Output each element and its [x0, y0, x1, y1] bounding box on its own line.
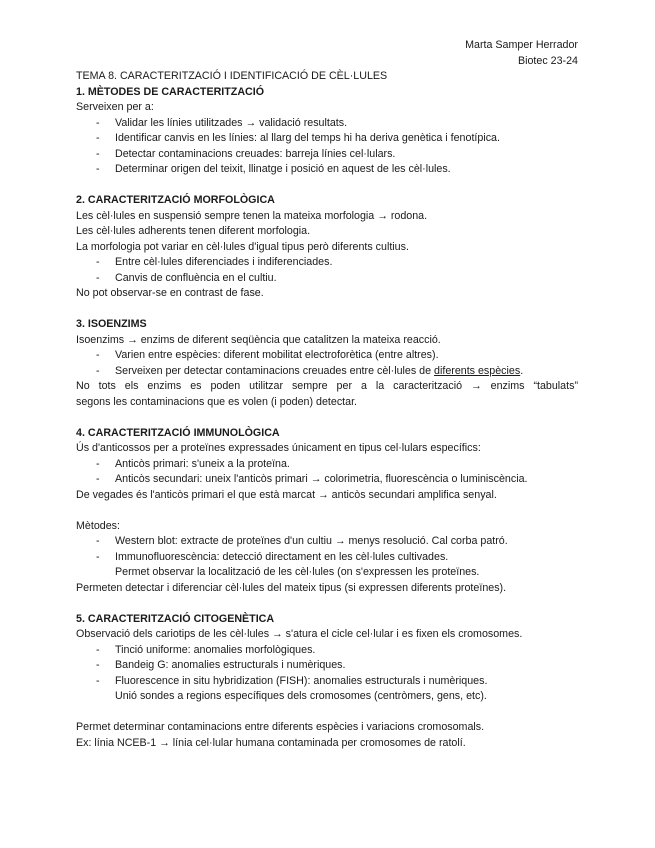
- author-name: Marta Samper Herrador: [465, 39, 578, 51]
- section-2-heading: 2. CARACTERITZACIÓ MORFOLÒGICA: [76, 194, 275, 206]
- document-title: TEMA 8. CARACTERITZACIÓ I IDENTIFICACIÓ DE CÈL·LULES: [76, 70, 388, 82]
- section-5-text: Observació dels cariotips de les cèl·lules → s'atura el cicle cel·lular i es fixen els cromosomes.: [76, 628, 523, 640]
- section-4-text: Ús d'anticossos per a proteïnes expressades únicament en tipus cel·lulars específics:: [76, 442, 481, 454]
- section-5-bullet: - Tinció uniforme: anomalies morfològiques.: [76, 643, 578, 659]
- section-2-bullet: - Entre cèl·lules diferenciades i indiferenciades.: [76, 255, 578, 271]
- section-3-bullet: - Varien entre espècies: diferent mobilitat electroforètica (entre altres).: [76, 348, 578, 364]
- section-1-bullet: - Determinar origen del teixit, llinatge i posició en aquest de les cèl·lules.: [76, 162, 578, 178]
- section-1-bullet: - Identificar canvis en les línies: al llarg del temps hi ha deriva genètica i fenotípica.: [76, 131, 578, 147]
- section-4-text: Permeten detectar i diferenciar cèl·lules del mateix tipus (si expressen diferents proteïnes).: [76, 581, 507, 594]
- section-3-text: Isoenzims → enzims de diferent seqüència que catalitzen la mateixa reacció.: [76, 333, 441, 346]
- section-3-heading: 3. ISOENZIMS: [76, 318, 147, 330]
- section-2-text: Les cèl·lules en suspensió sempre tenen la mateixa morfologia → rodona.: [76, 209, 428, 222]
- section-3-paragraph: segons les contaminacions que es volen (i poden) detectar.: [76, 395, 358, 408]
- underlined-text: diferents espècies: [434, 364, 521, 377]
- section-2-text: Les cèl·lules adherents tenen diferent morfologia.: [76, 225, 311, 237]
- methods-label: Mètodes:: [76, 519, 120, 532]
- section-5-bullet: - Fluorescence in situ hybridization (FISH): anomalies estructurals i numèriques.: [76, 674, 578, 690]
- section-1-heading: 1. MÈTODES DE CARACTERITZACIÓ: [76, 85, 265, 98]
- section-4-bullet: - Anticòs primari: s'uneix a la proteïna.: [76, 457, 578, 473]
- section-5-continuation: Unió sondes a regions específiques dels cromosomes (centròmers, gens, etc).: [115, 690, 487, 702]
- section-1-intro: Serveixen per a:: [76, 101, 154, 113]
- section-5-bullet: - Bandeig G: anomalies estructurals i numèriques.: [76, 658, 578, 674]
- section-4-text: De vegades és l'anticòs primari el que està marcat → anticòs secundari amplifica senyal.: [76, 488, 497, 501]
- section-1-bullet: - Validar les línies utilitzades → validació resultats.: [76, 116, 578, 132]
- section-2-text: La morfologia pot variar en cèl·lules d'igual tipus però diferents cultius.: [76, 240, 409, 253]
- section-2-text: No pot observar-se en contrast de fase.: [76, 287, 264, 299]
- document-page: [76, 38, 578, 751]
- section-3-paragraph: No tots els enzims es poden utilitzar sempre per a la caracterització → enzims “tabulats”: [76, 380, 578, 392]
- section-4-bullet: - Anticòs secundari: uneix l'anticòs primari → colorimetria, fluorescència o luminiscència.: [76, 472, 578, 488]
- method-bullet: - Immunofluorescència: detecció directament en les cèl·lules cultivades.: [76, 550, 578, 566]
- method-bullet: - Western blot: extracte de proteïnes d'un cultiu → menys resolució. Cal corba patró.: [76, 534, 578, 550]
- section-3-bullet: - Serveixen per detectar contaminacions creuades entre cèl·lules de diferents espècies.: [76, 364, 578, 380]
- section-2-bullet: - Canvis de confluència en el cultiu.: [76, 271, 578, 287]
- course-label: Biotec 23-24: [517, 54, 578, 67]
- section-1-bullet: - Detectar contaminacions creuades: barreja línies cel·lulars.: [76, 147, 578, 163]
- section-5-text: Permet determinar contaminacions entre diferents espècies i variacions cromosomals.: [76, 721, 485, 733]
- section-5-heading: 5. CARACTERITZACIÓ CITOGENÈTICA: [76, 612, 275, 625]
- method-continuation: Permet observar la localització de les cèl·lules (on s'expressen les proteïnes.: [115, 566, 480, 578]
- section-4-heading: 4. CARACTERITZACIÓ IMMUNOLÒGICA: [76, 426, 280, 439]
- section-5-text: Ex: línia NCEB-1 → línia cel·lular humana contaminada per cromosomes de ratolí.: [76, 736, 466, 749]
